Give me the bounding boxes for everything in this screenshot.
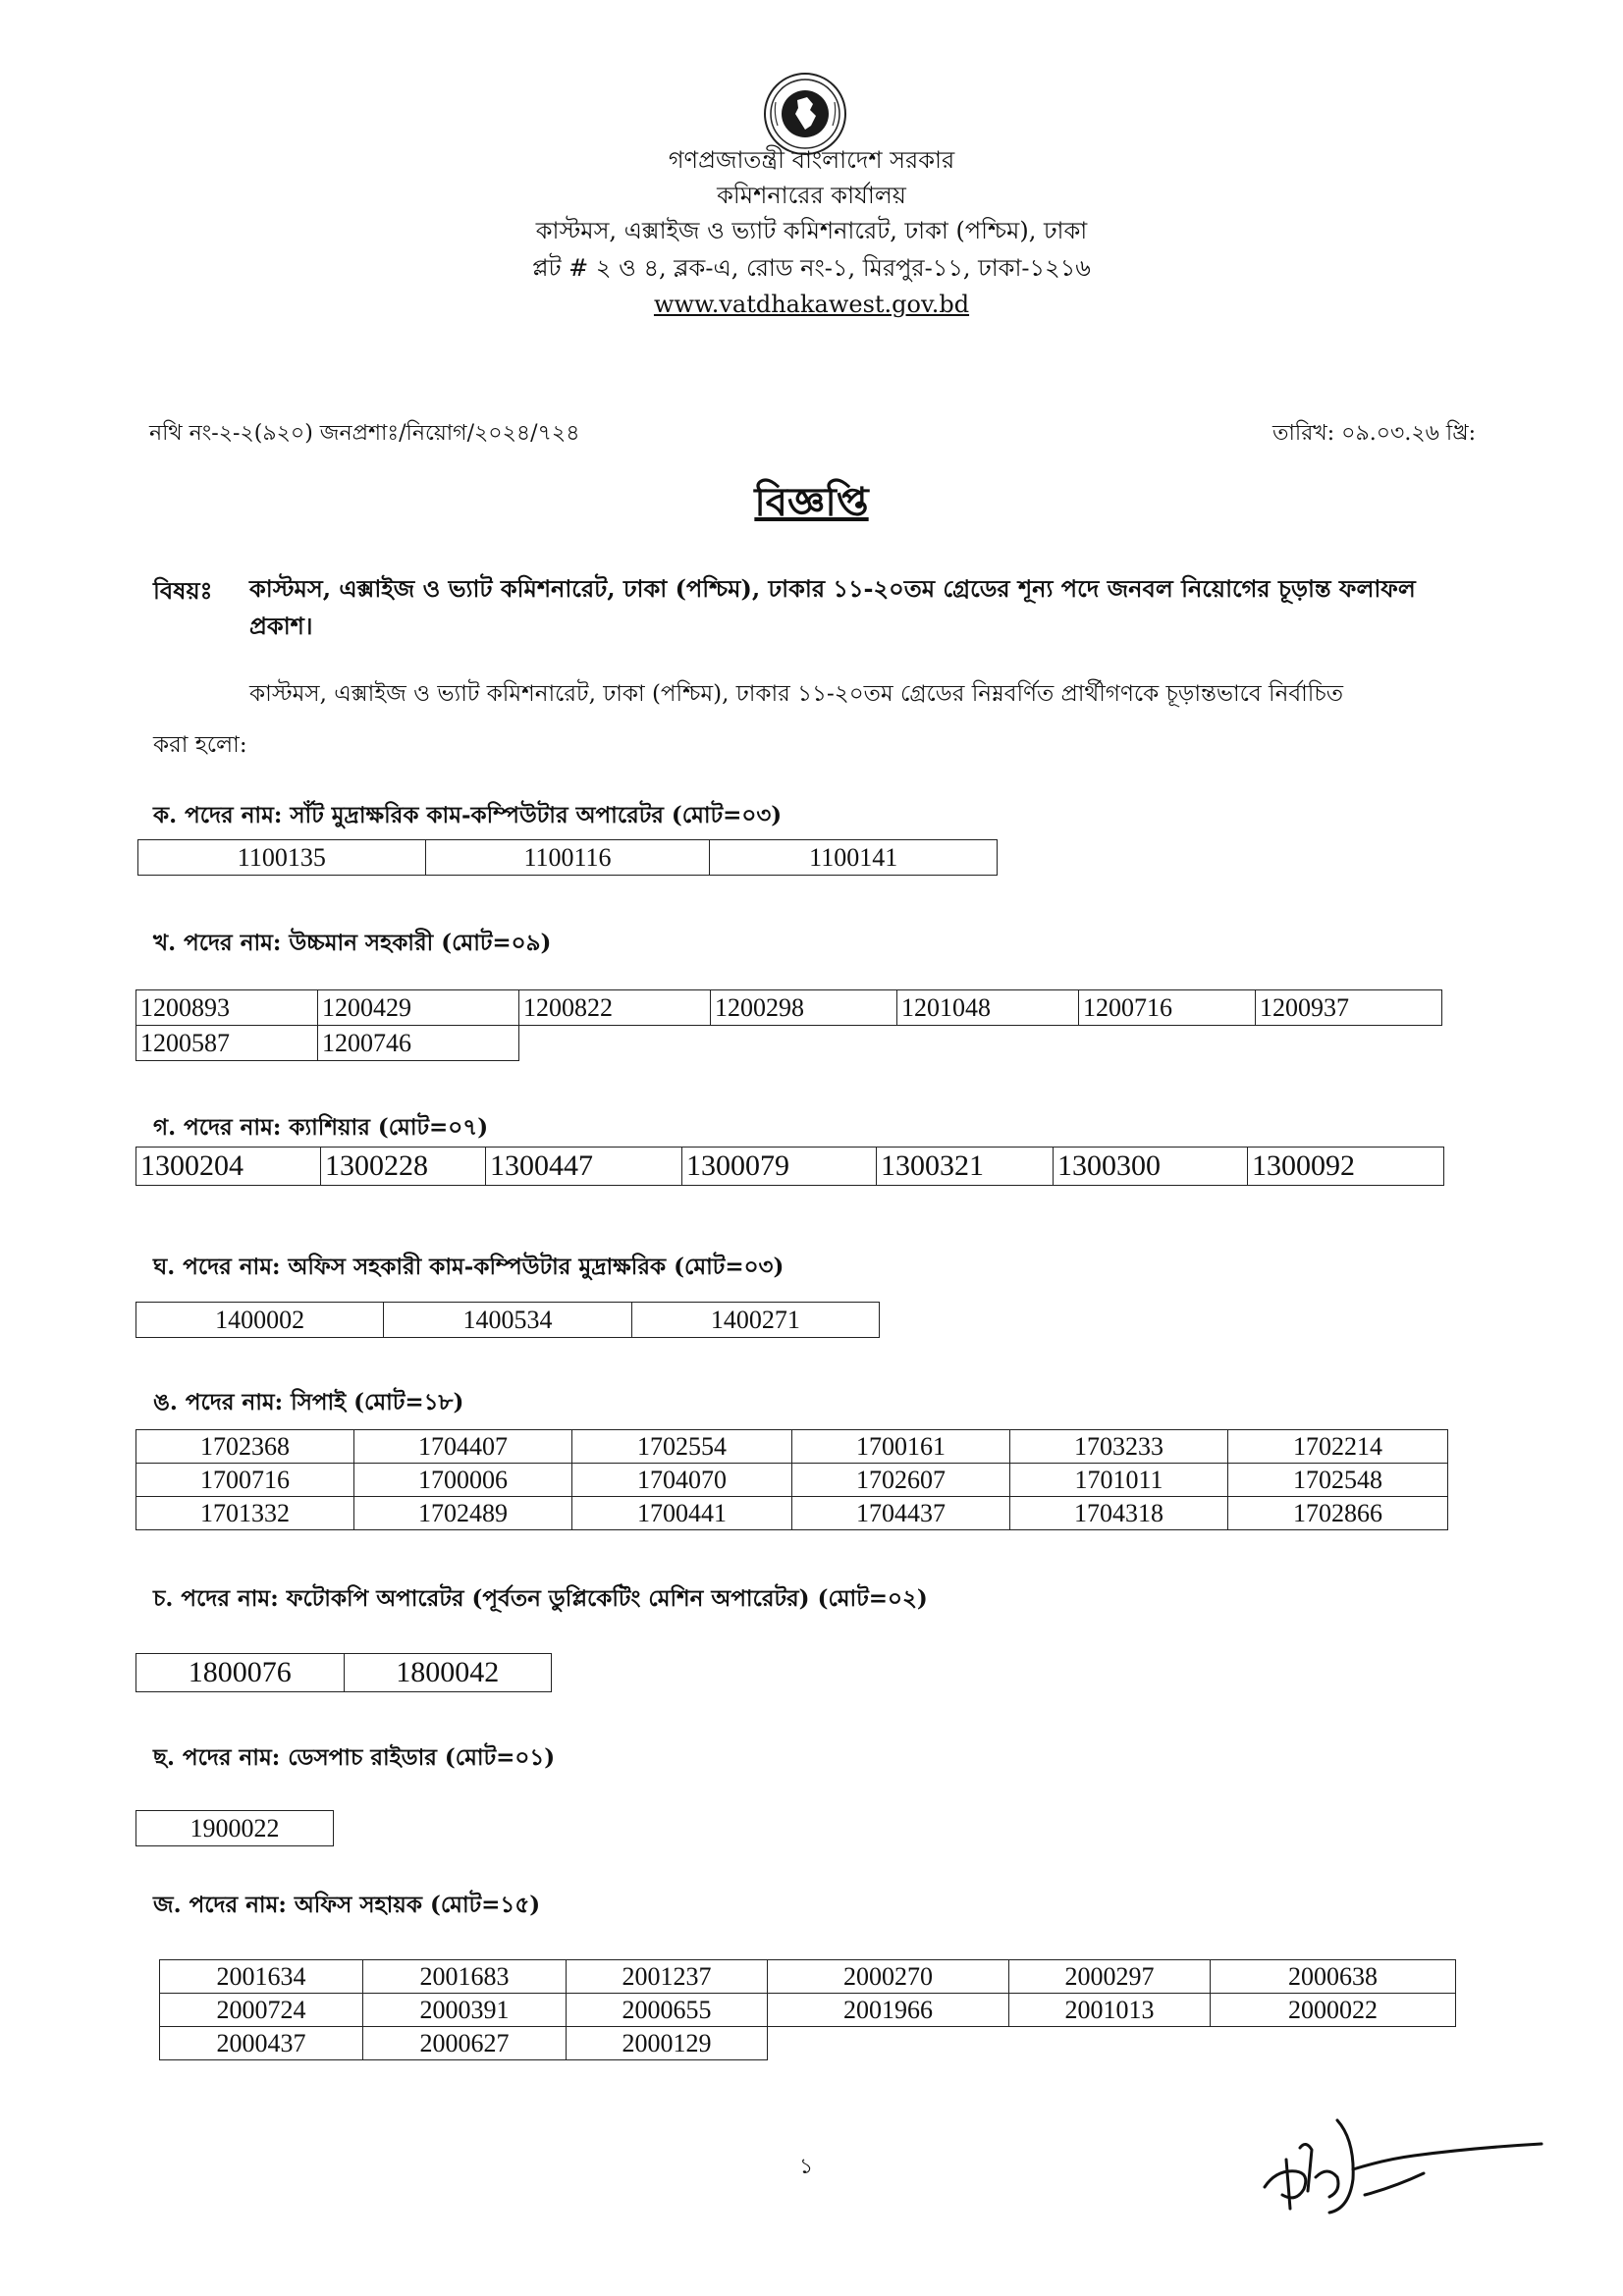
roll-cell: 1702548 [1228, 1464, 1448, 1497]
roll-cell: 2000627 [363, 2027, 567, 2060]
roll-cell: 2000724 [160, 1994, 363, 2027]
header-line-office: কমিশনারের কার্যালয় [717, 182, 906, 209]
page-number: ১ [799, 2155, 814, 2179]
roll-cell: 1300300 [1054, 1148, 1248, 1186]
section-title-ga: গ. পদের নাম: ক্যাশিয়ার (মোট=০৭) [153, 1114, 489, 1141]
section-title-ka: ক. পদের নাম: সাঁট মুদ্রাক্ষরিক কাম-কম্পিউটার অপারেটর (মোট=০৩) [153, 802, 783, 828]
result-table-ka [137, 839, 998, 876]
roll-cell: 1400002 [136, 1303, 384, 1338]
roll-cell: 1200716 [1079, 990, 1256, 1026]
section-title-kha: খ. পদের নাম: উচ্চমান সহকারী (মোট=০৯) [153, 930, 552, 956]
roll-cell: 2001013 [1009, 1994, 1211, 2027]
roll-cell: 1100141 [710, 840, 998, 876]
roll-cell: 1100116 [425, 840, 710, 876]
roll-cell: 1800042 [344, 1654, 552, 1692]
roll-cell: 1400534 [384, 1303, 631, 1338]
notice-title: বিজ্ঞপ্তি [754, 479, 869, 525]
roll-cell: 1200429 [318, 990, 519, 1026]
roll-cell: 1703233 [1010, 1430, 1228, 1464]
roll-cell: 2000391 [363, 1994, 567, 2027]
roll-cell: 1400271 [631, 1303, 879, 1338]
roll-cell: 1200746 [318, 1026, 519, 1061]
roll-cell: 1701011 [1010, 1464, 1228, 1497]
table-row [136, 1148, 1444, 1186]
roll-cell: 2001966 [768, 1994, 1009, 2027]
roll-cell: 1800076 [136, 1654, 345, 1692]
subject-line-2: প্রকাশ। [249, 612, 313, 640]
header-line-government: গণপ্রজাতন্ত্রী বাংলাদেশ সরকার [668, 146, 955, 174]
roll-cell: 1300321 [877, 1148, 1054, 1186]
roll-cell: 1700006 [354, 1464, 572, 1497]
roll-cell: 1300204 [136, 1148, 321, 1186]
roll-cell: 1702368 [136, 1430, 354, 1464]
roll-cell: 1702489 [354, 1497, 572, 1530]
subject-label: বিষয়ঃ [153, 576, 213, 605]
section-title-chha: ছ. পদের নাম: ডেসপাচ রাইডার (মোট=০১) [153, 1744, 556, 1771]
table-row [136, 1811, 334, 1846]
roll-cell: 1200587 [136, 1026, 318, 1061]
table-row [136, 990, 1442, 1026]
result-table-ga [135, 1147, 1444, 1186]
header-line-address: প্লট # ২ ও ৪, ব্লক-এ, রোড নং-১, মিরপুর-১১, ঢাকা-১২১৬ [532, 254, 1091, 282]
roll-cell: 2000022 [1211, 1994, 1456, 2027]
roll-cell: 1200893 [136, 990, 318, 1026]
roll-cell: 1200937 [1256, 990, 1442, 1026]
roll-cell: 1701332 [136, 1497, 354, 1530]
section-title-uma: ঙ. পদের নাম: সিপাই (মোট=১৮) [153, 1389, 464, 1415]
section-title-cha: চ. পদের নাম: ফটোকপি অপারেটর (পূর্বতন ডুপ্লিকেটিং মেশিন অপারেটর) (মোট=০২) [153, 1585, 928, 1612]
roll-cell: 2000297 [1009, 1960, 1211, 1994]
roll-cell: 1300228 [321, 1148, 486, 1186]
roll-cell: 1900022 [136, 1811, 334, 1846]
table-row [136, 1654, 552, 1692]
roll-cell: 1704437 [792, 1497, 1010, 1530]
result-table-gha [135, 1302, 880, 1338]
roll-cell: 1201048 [897, 990, 1079, 1026]
intro-line-2: করা হলো: [153, 732, 247, 758]
roll-cell: 1702214 [1228, 1430, 1448, 1464]
roll-cell: 1300447 [486, 1148, 682, 1186]
roll-cell: 1200822 [519, 990, 711, 1026]
roll-cell: 2000638 [1211, 1960, 1456, 1994]
roll-cell: 1300079 [682, 1148, 877, 1186]
roll-cell: 1702866 [1228, 1497, 1448, 1530]
table-row [160, 1994, 1456, 2027]
roll-cell: 1100135 [138, 840, 426, 876]
result-table-chha [135, 1810, 334, 1846]
header-line-commissionerate: কাস্টমস, এক্সাইজ ও ভ্যাট কমিশনারেট, ঢাকা (পশ্চিম), ঢাকা [535, 217, 1088, 244]
roll-cell: 1700161 [792, 1430, 1010, 1464]
roll-cell: 1700441 [572, 1497, 792, 1530]
website-link[interactable]: www.vatdhakawest.gov.bd [653, 291, 970, 318]
table-row [160, 2027, 1456, 2060]
result-table-cha [135, 1653, 552, 1692]
section-title-gha: ঘ. পদের নাম: অফিস সহকারী কাম-কম্পিউটার মুদ্রাক্ষরিক (মোট=০৩) [153, 1254, 784, 1280]
roll-cell: 2000129 [567, 2027, 768, 2060]
intro-line-1: কাস্টমস, এক্সাইজ ও ভ্যাট কমিশনারেট, ঢাকা (পশ্চিম), ঢাকার ১১-২০তম গ্রেডের নিম্নবর্ণিত প্রার্থীগণকে চূড়ান্তভাবে নির্বাচিত [249, 681, 1344, 707]
result-table-uma [135, 1429, 1448, 1530]
table-row [136, 1430, 1448, 1464]
table-row [160, 1960, 1456, 1994]
roll-cell: 1702554 [572, 1430, 792, 1464]
roll-cell: 1700716 [136, 1464, 354, 1497]
roll-cell: 2000655 [567, 1994, 768, 2027]
roll-cell: 2000270 [768, 1960, 1009, 1994]
roll-cell: 2001683 [363, 1960, 567, 1994]
handwritten-signature-icon [1247, 2101, 1561, 2218]
roll-cell: 2001634 [160, 1960, 363, 1994]
result-table-kha [135, 989, 1442, 1061]
roll-cell: 2001237 [567, 1960, 768, 1994]
table-row [136, 1026, 1442, 1061]
file-number: নথি নং-২-২(৯২০) জনপ্রশাঃ/নিয়োগ/২০২৪/৭২৪ [149, 421, 580, 446]
table-row [136, 1303, 880, 1338]
roll-cell: 1704407 [354, 1430, 572, 1464]
table-row [136, 1497, 1448, 1530]
roll-cell: 1200298 [711, 990, 897, 1026]
table-row [138, 840, 998, 876]
roll-cell: 2000437 [160, 2027, 363, 2060]
notice-date: তারিখ: ০৯.০৩.২৬ খ্রি: [1272, 421, 1476, 446]
roll-cell: 1704318 [1010, 1497, 1228, 1530]
section-title-ja: জ. পদের নাম: অফিস সহায়ক (মোট=১৫) [153, 1892, 541, 1918]
result-table-ja [159, 1959, 1456, 2060]
roll-cell: 1704070 [572, 1464, 792, 1497]
roll-cell: 1300092 [1248, 1148, 1444, 1186]
roll-cell: 1702607 [792, 1464, 1010, 1497]
subject-line-1: কাস্টমস, এক্সাইজ ও ভ্যাট কমিশনারেট, ঢাকা (পশ্চিম), ঢাকার ১১-২০তম গ্রেডের শূন্য পদে জনবল নিয়োগের চূড়ান্ত ফলাফল [249, 574, 1416, 603]
table-row [136, 1464, 1448, 1497]
